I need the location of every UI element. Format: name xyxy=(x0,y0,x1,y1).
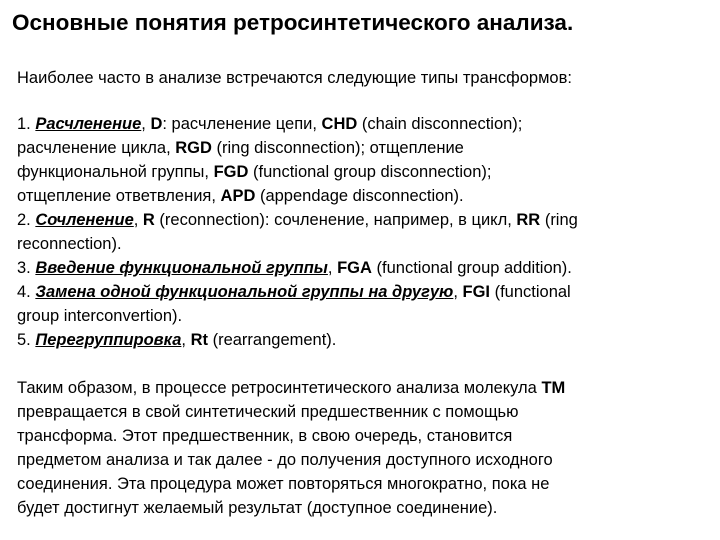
intro-text: Наиболее часто в анализе встречаются следующие типы трансформов: xyxy=(17,69,572,87)
conclusion-line-5: соединения. Эта процедура может повторяться многократно, пока не xyxy=(17,475,550,493)
abbr-d: D xyxy=(150,115,163,133)
item-text: reconnection). xyxy=(17,235,122,253)
item-text: (reconnection): сочленение, например, в цикл, xyxy=(154,211,517,229)
item-text: (functional group disconnection); xyxy=(248,163,492,181)
abbr-apd: APD xyxy=(220,187,256,205)
item-text: отщепление ответвления, xyxy=(17,187,221,205)
item-number: 5. xyxy=(17,331,36,349)
abbr-r: R xyxy=(142,211,155,229)
item-number: 4. xyxy=(17,283,36,301)
item-text: (ring disconnection); отщепление xyxy=(211,139,464,157)
abbr-rt: Rt xyxy=(190,331,208,349)
item-text: (rearrangement). xyxy=(208,331,337,349)
separator: , xyxy=(327,259,338,277)
conclusion-paragraph xyxy=(17,376,707,520)
item-text: : расчленение цепи, xyxy=(162,115,322,133)
item-number: 1. xyxy=(17,115,36,133)
abbr-fgi: FGI xyxy=(462,283,491,301)
term-rearrangement: Перегруппировка xyxy=(35,331,182,349)
item-text: (functional group addition). xyxy=(371,259,572,277)
item-text: (appendage disconnection). xyxy=(255,187,464,205)
item-number: 2. xyxy=(17,211,36,229)
list-item-5-line-1 xyxy=(17,328,707,352)
abbr-fgd: FGD xyxy=(213,163,249,181)
conclusion-line-2: превращается в свой синтетический предшественник с помощью xyxy=(17,403,519,421)
abbr-rgd: RGD xyxy=(175,139,212,157)
conclusion-line-4: предметом анализа и так далее - до получения доступного исходного xyxy=(17,451,553,469)
term-fg-interconversion: Замена одной функциональной группы на другую xyxy=(35,283,454,301)
item-text: расчленение цикла, xyxy=(17,139,176,157)
conclusion-text: Таким образом, в процессе ретросинтетического анализа молекула xyxy=(17,379,542,397)
list-item-1-line-1 xyxy=(17,112,707,136)
list-item-3-line-1 xyxy=(17,256,707,280)
conclusion-line-6: будет достигнут желаемый результат (доступное соединение). xyxy=(17,499,498,517)
conclusion-line-3: трансформа. Этот предшественник, в свою очередь, становится xyxy=(17,427,513,445)
term-reconnection: Сочленение xyxy=(35,211,134,229)
abbr-fga: FGA xyxy=(337,259,372,277)
slide-title: Основные понятия ретросинтетического анализа. xyxy=(12,10,574,35)
list-item-1-line-3 xyxy=(17,160,707,184)
item-text: функциональной группы, xyxy=(17,163,214,181)
list-item-1-line-2 xyxy=(17,136,707,160)
separator: , xyxy=(133,211,143,229)
conclusion-line-1 xyxy=(17,376,707,400)
item-text: group interconvertion). xyxy=(17,307,183,325)
item-text: (functional xyxy=(490,283,571,301)
abbr-tm: ТМ xyxy=(541,379,566,397)
transform-list xyxy=(17,112,707,352)
term-fg-addition: Введение функциональной группы xyxy=(35,259,328,277)
list-item-2-line-2 xyxy=(17,232,707,256)
item-text: (chain disconnection); xyxy=(357,115,523,133)
list-item-1-line-4 xyxy=(17,184,707,208)
item-number: 3. xyxy=(17,259,36,277)
abbr-rr: RR xyxy=(516,211,541,229)
separator: , xyxy=(181,331,191,349)
item-text: (ring xyxy=(540,211,578,229)
list-item-4-line-2 xyxy=(17,304,707,328)
list-item-4-line-1 xyxy=(17,280,707,304)
separator: , xyxy=(453,283,463,301)
separator: , xyxy=(141,115,151,133)
list-item-2-line-1 xyxy=(17,208,707,232)
abbr-chd: CHD xyxy=(321,115,358,133)
term-disconnection: Расчленение xyxy=(35,115,142,133)
